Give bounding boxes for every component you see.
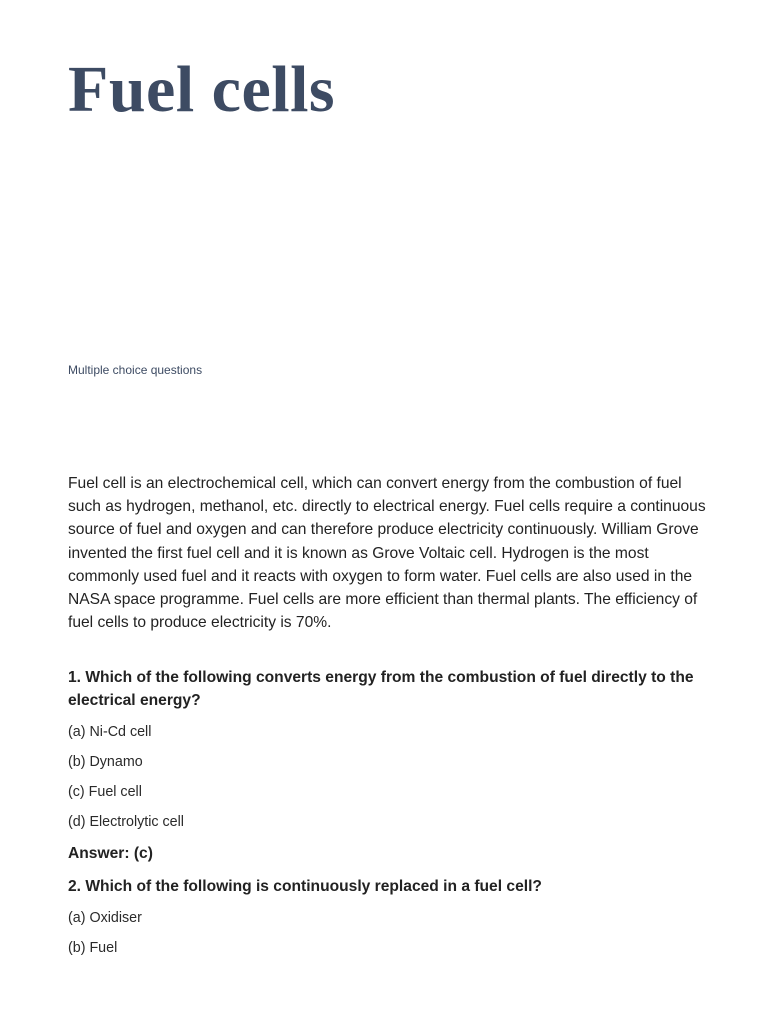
intro-paragraph: Fuel cell is an electrochemical cell, which can convert energy from the combustion of fuel such as hydrogen, methanol, etc. directly to electrical energy. Fuel cells require a continuous source of fuel and oxygen and can therefore produce electricity continuously. William Grove invented the first fuel cell and it is known as Grove Voltaic cell. Hydrogen is the most commonly used fuel and it reacts with oxygen to form water. Fuel cells are also used in the NASA space programme. Fuel cells are more efficient than thermal plants. The efficiency of fuel cells to produce electricity is 70%. <box>68 475 706 632</box>
page-title: Fuel cells <box>68 53 336 126</box>
question-1-option-c: (c) Fuel cell <box>68 784 142 800</box>
question-1: 1. Which of the following converts energy from the combustion of fuel directly to the electrical energy? <box>68 669 694 709</box>
question-1-option-b: (b) Dynamo <box>68 754 143 770</box>
question-1-answer: Answer: (c) <box>68 845 153 862</box>
question-1-option-d: (d) Electrolytic cell <box>68 814 184 830</box>
question-2-option-b: (b) Fuel <box>68 940 118 956</box>
question-2: 2. Which of the following is continuously replaced in a fuel cell? <box>68 878 542 895</box>
question-2-option-a: (a) Oxidiser <box>68 910 142 926</box>
section-subtitle: Multiple choice questions <box>68 363 203 377</box>
question-1-option-a: (a) Ni-Cd cell <box>68 724 152 740</box>
